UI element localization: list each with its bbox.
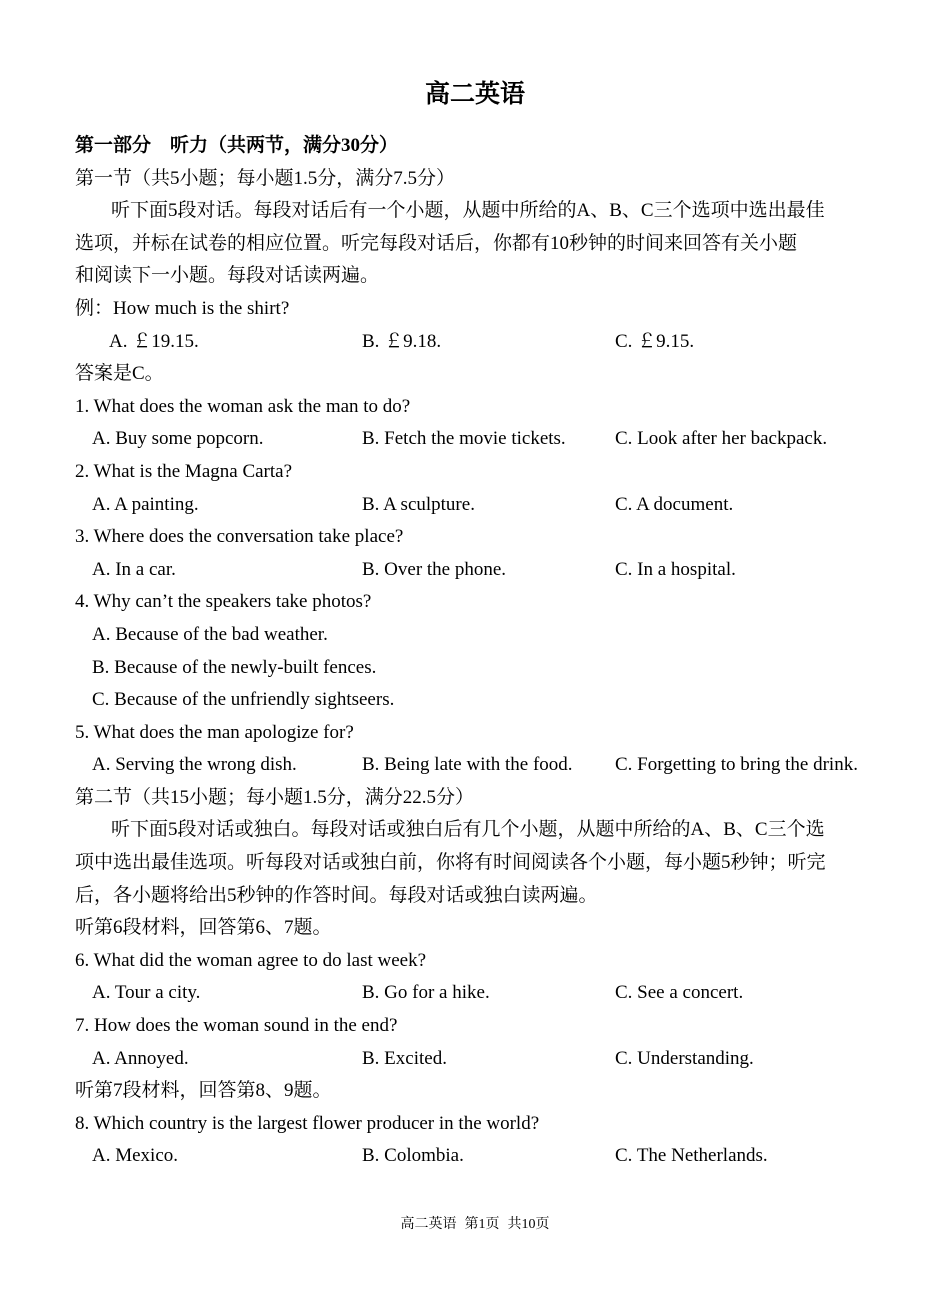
material-6-heading: 听第6段材料，回答第6、7题。 — [75, 917, 332, 939]
option-c: C. Understanding. — [615, 1047, 754, 1069]
option-c: C. A document. — [615, 493, 734, 515]
exam-content — [75, 130, 875, 1173]
question-7: 7. How does the woman sound in the end? — [75, 1015, 398, 1037]
example-answer: 答案是C。 — [75, 363, 164, 385]
question-8-options — [75, 1140, 875, 1173]
question-1-options — [75, 423, 875, 456]
question-5: 5. What does the man apologize for? — [75, 721, 354, 743]
section2-instruction: 后，各小题将给出5秒钟的作答时间。每段对话或独白读两遍。 — [75, 884, 598, 906]
option-c: C. The Netherlands. — [615, 1145, 768, 1167]
question-2-options — [75, 489, 875, 522]
footer-subject: 高二英语 — [400, 1217, 457, 1232]
question-8: 8. Which country is the largest flower producer in the world? — [75, 1112, 540, 1134]
option-c: C. Because of the unfriendly sightseers. — [92, 689, 395, 711]
page-footer — [0, 1213, 950, 1233]
part1-heading: 第一部分 听力（共两节，满分30分） — [75, 135, 399, 156]
option-a: A. A painting. — [92, 493, 199, 515]
option-b: B. Excited. — [362, 1047, 447, 1069]
example-question: 例：How much is the shirt? — [75, 297, 290, 319]
option-a: A. Annoyed. — [92, 1047, 189, 1069]
option-b: B. Fetch the movie tickets. — [362, 428, 566, 450]
question-6-options — [75, 977, 875, 1010]
option-b: B. Being late with the food. — [362, 754, 573, 776]
option-c: C. ￡9.15. — [615, 330, 695, 352]
page-title: 高二英语 — [424, 79, 525, 108]
question-3-options — [75, 554, 875, 587]
option-c: C. Look after her backpack. — [615, 428, 828, 450]
material-7-heading: 听第7段材料，回答第8、9题。 — [75, 1080, 332, 1102]
option-a: A. Serving the wrong dish. — [92, 754, 297, 776]
option-b: B. ￡9.18. — [362, 330, 442, 352]
question-2: 2. What is the Magna Carta? — [75, 460, 293, 482]
question-5-options — [75, 749, 875, 782]
option-a: A. Because of the bad weather. — [92, 623, 328, 645]
section2-instruction: 听下面5段对话或独白。每段对话或独白后有几个小题，从题中所给的A、B、C三个选 — [111, 819, 825, 841]
section1-instruction: 选项，并标在试卷的相应位置。听完每段对话后，你都有10秒钟的时间来回答有关小题 — [75, 232, 798, 254]
option-b: B. Go for a hike. — [362, 982, 490, 1004]
option-a: A. Mexico. — [92, 1145, 179, 1167]
option-c: C. See a concert. — [615, 982, 744, 1004]
option-a: A. Tour a city. — [92, 982, 201, 1004]
question-6: 6. What did the woman agree to do last week? — [75, 949, 427, 971]
option-a: A. Buy some popcorn. — [92, 428, 264, 450]
question-1: 1. What does the woman ask the man to do? — [75, 395, 411, 417]
option-b: B. Over the phone. — [362, 558, 507, 580]
section2-instruction: 项中选出最佳选项。听每段对话或独白前，你将有时间阅读各个小题，每小题5秒钟；听完 — [75, 852, 826, 874]
footer-page-number: 第1页 — [464, 1217, 500, 1232]
option-b: B. Because of the newly-built fences. — [92, 656, 377, 678]
question-4: 4. Why can’t the speakers take photos? — [75, 591, 372, 613]
section2-heading: 第二节（共15小题；每小题1.5分，满分22.5分） — [75, 786, 475, 808]
section1-instruction: 和阅读下一小题。每段对话读两遍。 — [75, 265, 380, 287]
option-a: A. ￡19.15. — [109, 330, 199, 352]
option-b: B. Colombia. — [362, 1145, 464, 1167]
question-3: 3. Where does the conversation take place? — [75, 526, 404, 548]
option-b: B. A sculpture. — [362, 493, 475, 515]
option-a: A. In a car. — [92, 558, 176, 580]
footer-total-pages: 共10页 — [507, 1217, 550, 1232]
section1-instruction: 听下面5段对话。每段对话后有一个小题，从题中所给的A、B、C三个选项中选出最佳 — [111, 200, 825, 222]
option-c: C. In a hospital. — [615, 558, 736, 580]
example-options — [75, 326, 875, 359]
question-7-options — [75, 1043, 875, 1076]
section1-heading: 第一节（共5小题；每小题1.5分，满分7.5分） — [75, 167, 456, 189]
option-c: C. Forgetting to bring the drink. — [615, 754, 858, 776]
